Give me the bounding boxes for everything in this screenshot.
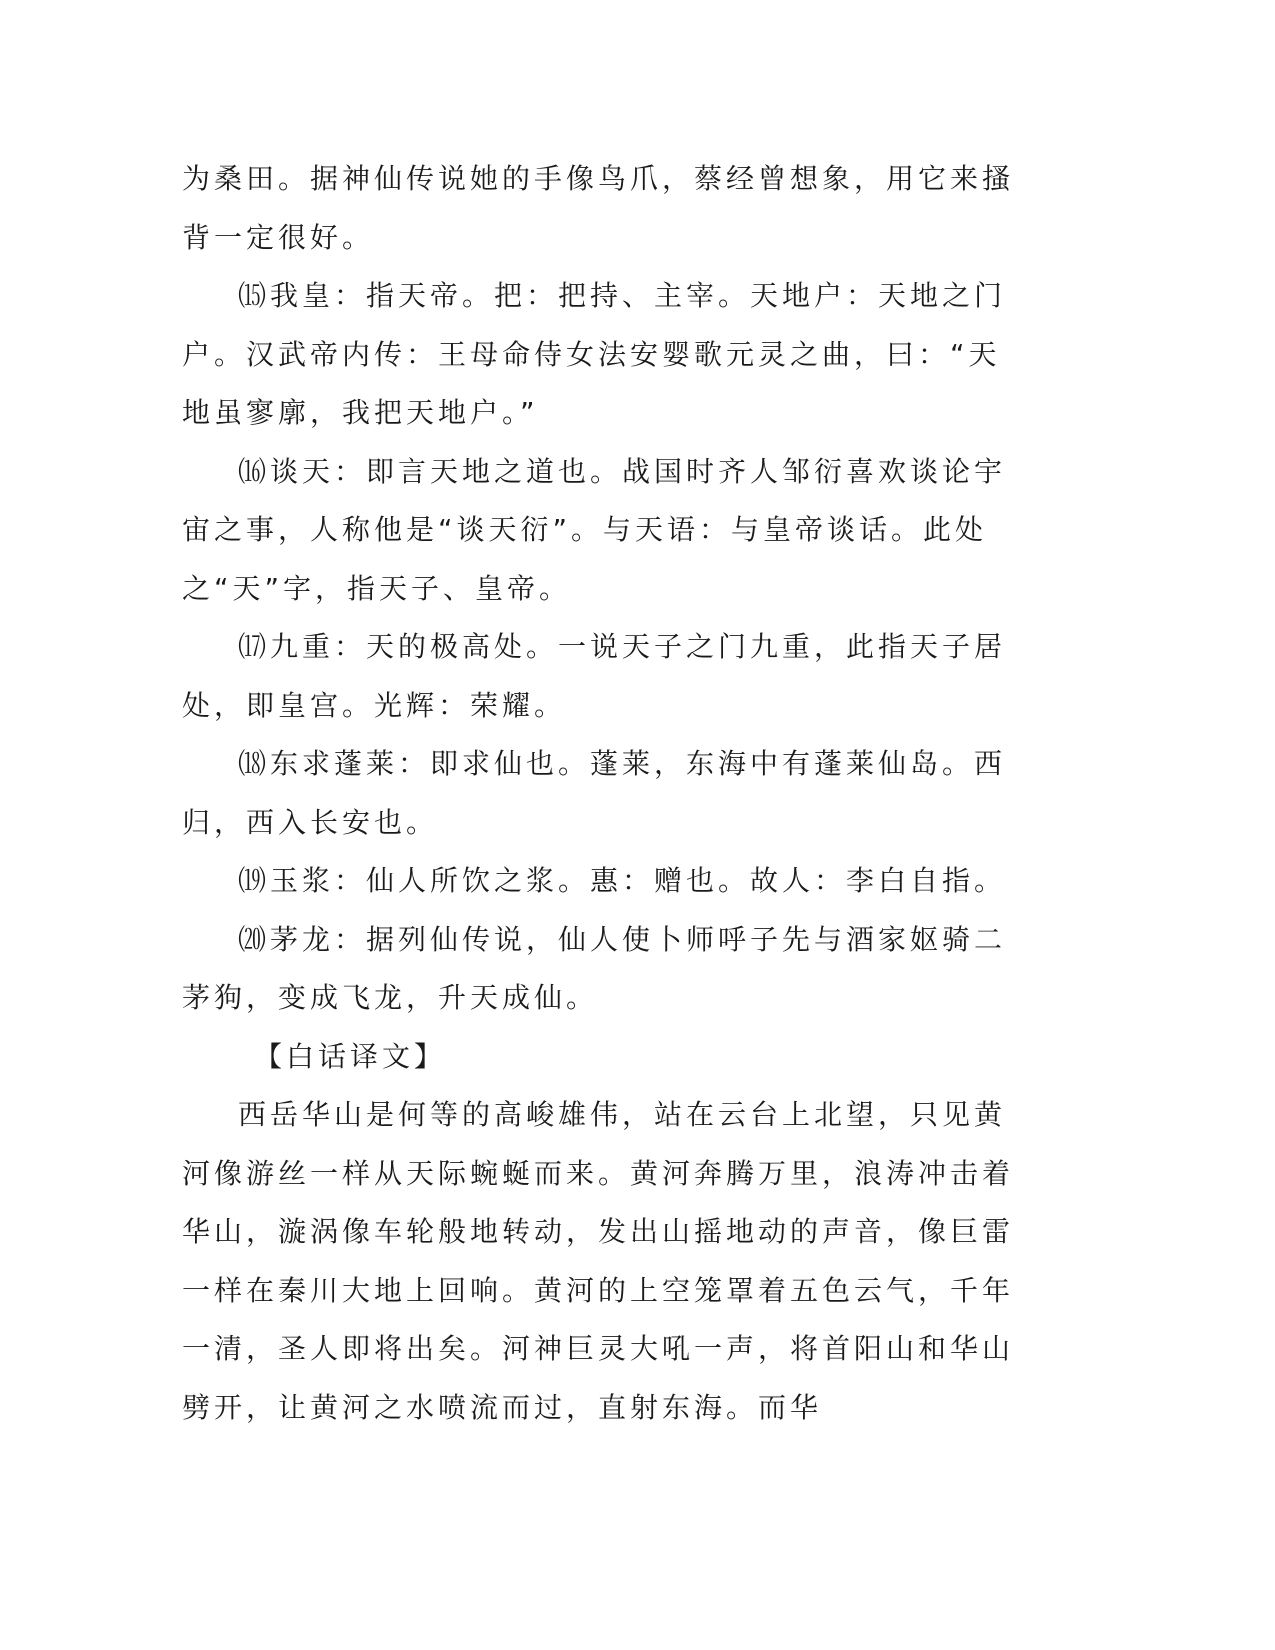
section-heading: 【白话译文】 [254, 1039, 447, 1073]
note-15: ⒂我皇：指天帝。把：把持、主宰。天地户：天地之门户。汉武帝内传：王母命侍女法安婴歌元灵之曲，曰：“天地虽寥廓，我把天地户。” [182, 279, 1007, 429]
paragraph-continuation: 为桑田。据神仙传说她的手像鸟爪，蔡经曾想象，用它来搔背一定很好。 [182, 162, 1015, 254]
note-16: ⒃谈天：即言天地之道也。战国时齐人邹衍喜欢谈论宇宙之事，人称他是“谈天衍”。与天语：与皇帝谈话。此处之“天”字，指天子、皇帝。 [182, 454, 1007, 605]
translation-paragraph: 西岳华山是何等的高峻雄伟，站在云台上北望，只见黄河像游丝一样从天际蜿蜒而来。黄河奔腾万里，浪涛冲击着华山，漩涡像车轮般地转动，发出山摇地动的声音，像巨雷一样在秦川大地上回响。黄河的上空笼罩着五色云气，千年一清，圣人即将出矣。河神巨灵大吼一声，将首阳山和华山劈开，让黄河之水喷流而过，直射东海。而华 [182, 1098, 1015, 1424]
note-20: ⒇茅龙：据列仙传说，仙人使卜师呼子先与酒家妪骑二茅狗，变成飞龙，升天成仙。 [182, 922, 1007, 1014]
note-18: ⒅东求蓬莱：即求仙也。蓬莱，东海中有蓬莱仙岛。西归，西入长安也。 [182, 747, 1007, 839]
note-19: ⒆玉浆：仙人所饮之浆。惠：赠也。故人：李白自指。 [238, 864, 1007, 897]
document-body [182, 150, 1032, 1437]
note-17: ⒄九重：天的极高处。一说天子之门九重，此指天子居处，即皇宫。光辉：荣耀。 [182, 630, 1007, 722]
